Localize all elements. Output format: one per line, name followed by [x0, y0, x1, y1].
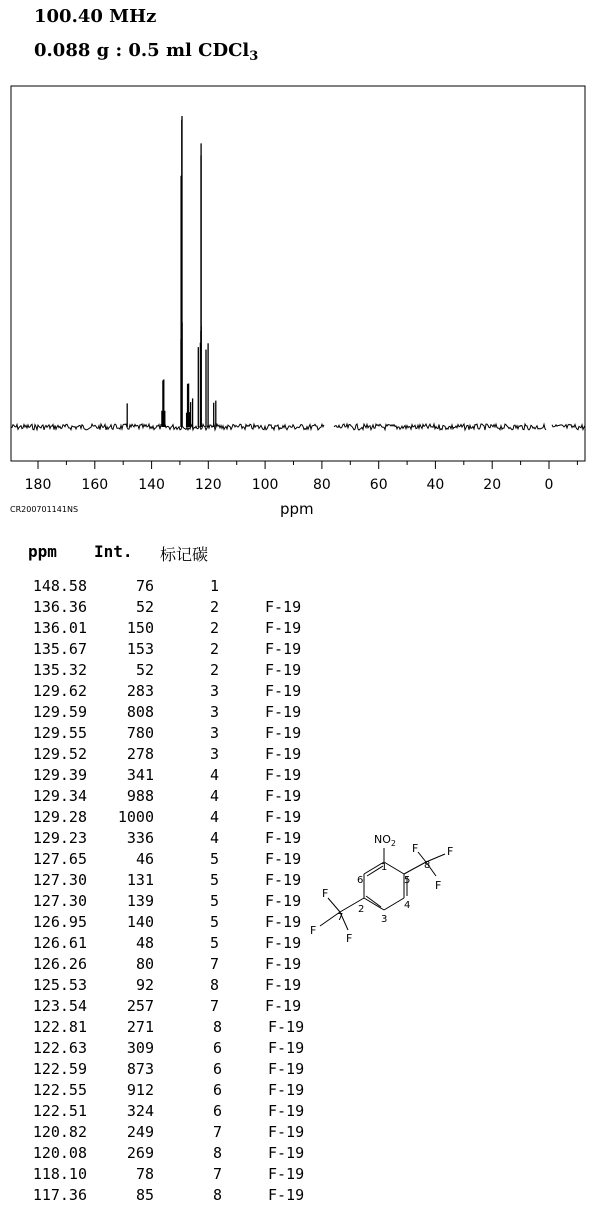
- carbon-label: 4: [209, 829, 219, 847]
- nmr-spectrum-chart: [0, 0, 602, 500]
- coupling-nucleus: F-19: [265, 724, 302, 742]
- peak-intensity: 78: [135, 1165, 154, 1183]
- x-tick-label: 100: [251, 477, 279, 493]
- peak-intensity: 1000: [117, 808, 154, 826]
- peak-intensity: 52: [135, 598, 154, 616]
- sample-subscript: 3: [249, 49, 259, 64]
- peak-ppm: 129.28: [32, 808, 87, 826]
- peak-intensity: 278: [126, 745, 154, 763]
- x-tick-label: 160: [81, 477, 109, 493]
- table-row: [0, 640, 330, 661]
- peak-ppm: 129.34: [32, 787, 87, 805]
- peak-ppm: 117.36: [32, 1186, 87, 1204]
- coupling-nucleus: F-19: [265, 661, 302, 679]
- baseline-trace: [11, 424, 585, 430]
- peak-intensity: 52: [135, 661, 154, 679]
- coupling-nucleus: F-19: [265, 619, 302, 637]
- x-tick-label: 120: [194, 477, 222, 493]
- molecule-structure: [300, 830, 470, 960]
- coupling-nucleus: F-19: [268, 1123, 305, 1141]
- table-row: [0, 934, 330, 955]
- table-row: [0, 598, 330, 619]
- fluorine-atom: F: [322, 887, 329, 900]
- peak-intensity: 324: [126, 1102, 154, 1120]
- coupling-nucleus: F-19: [265, 703, 302, 721]
- peak-ppm: 129.52: [32, 745, 87, 763]
- carbon-label: 3: [209, 703, 219, 721]
- table-row: [0, 1186, 330, 1207]
- coupling-nucleus: F-19: [268, 1165, 305, 1183]
- carbon-label: 2: [209, 640, 219, 658]
- carbon-label: 8: [212, 1186, 222, 1204]
- peak-series: [127, 116, 216, 427]
- peak-intensity: 269: [126, 1144, 154, 1162]
- fluorine-atom: F: [412, 842, 419, 855]
- x-tick-label: 40: [426, 477, 445, 493]
- coupling-nucleus: F-19: [265, 787, 302, 805]
- table-row: [0, 766, 330, 787]
- peak-intensity: 139: [126, 892, 154, 910]
- carbon-label: 5: [209, 850, 219, 868]
- column-header-labeled-carbon: 标记碳: [160, 545, 209, 564]
- coupling-nucleus: F-19: [265, 745, 302, 763]
- table-row: [0, 577, 330, 598]
- peak-ppm: 126.26: [32, 955, 87, 973]
- carbon-label: 2: [209, 598, 219, 616]
- x-tick-label: 140: [138, 477, 165, 493]
- coupling-nucleus: F-19: [268, 1018, 305, 1036]
- carbon-label: 3: [209, 745, 219, 763]
- atom-1: 1: [381, 862, 388, 873]
- peak-intensity: 257: [126, 997, 154, 1015]
- peak-ppm: 123.54: [32, 997, 87, 1015]
- peak-intensity: 249: [126, 1123, 154, 1141]
- coupling-nucleus: F-19: [265, 850, 302, 868]
- carbon-label: 2: [209, 661, 219, 679]
- peak-ppm: 129.23: [32, 829, 87, 847]
- peak-ppm: 120.08: [32, 1144, 87, 1162]
- peak-intensity: 309: [126, 1039, 154, 1057]
- atom-4: 4: [404, 900, 411, 911]
- nitro-group-label: $NO_2$: [374, 833, 396, 848]
- coupling-nucleus: F-19: [265, 871, 302, 889]
- carbon-label: 3: [209, 682, 219, 700]
- atom-3: 3: [381, 914, 388, 925]
- table-row: [0, 1102, 330, 1123]
- coupling-nucleus: F-19: [265, 997, 302, 1015]
- carbon-label: 5: [209, 913, 219, 931]
- table-row: [0, 1018, 330, 1039]
- table-row: [0, 703, 330, 724]
- table-row: [0, 1144, 330, 1165]
- table-row: [0, 745, 330, 766]
- table-row: [0, 1060, 330, 1081]
- x-tick-label: 60: [369, 477, 388, 493]
- atom-7: 7: [337, 912, 344, 923]
- peak-ppm: 122.63: [32, 1039, 87, 1057]
- peak-intensity: 283: [126, 682, 154, 700]
- coupling-nucleus: F-19: [265, 829, 302, 847]
- table-row: [0, 955, 330, 976]
- fluorine-atom: F: [435, 879, 442, 892]
- table-row: [0, 850, 330, 871]
- sample-main: 0.088 g : 0.5 ml CDCl: [34, 40, 250, 61]
- coupling-nucleus: F-19: [265, 976, 302, 994]
- table-row: [0, 661, 330, 682]
- peak-intensity: 76: [135, 577, 154, 595]
- carbon-label: 7: [212, 1123, 222, 1141]
- table-row: [0, 1165, 330, 1186]
- coupling-nucleus: F-19: [268, 1186, 305, 1204]
- table-row: [0, 976, 330, 997]
- peak-ppm: 126.61: [32, 934, 87, 952]
- peak-ppm: 129.59: [32, 703, 87, 721]
- peak-intensity: 271: [126, 1018, 154, 1036]
- peak-intensity: 808: [126, 703, 154, 721]
- carbon-label: 4: [209, 766, 219, 784]
- carbon-label: 8: [209, 976, 219, 994]
- table-row: [0, 1081, 330, 1102]
- peak-intensity: 131: [126, 871, 154, 889]
- peak-ppm: 118.10: [32, 1165, 87, 1183]
- peak-ppm: 135.67: [32, 640, 87, 658]
- peak-ppm: 127.30: [32, 892, 87, 910]
- coupling-nucleus: F-19: [268, 1081, 305, 1099]
- peak-intensity: 80: [135, 955, 154, 973]
- peak-ppm: 129.39: [32, 766, 87, 784]
- coupling-nucleus: F-19: [268, 1144, 305, 1162]
- peak-ppm: 148.58: [32, 577, 87, 595]
- coupling-nucleus: F-19: [265, 766, 302, 784]
- peak-intensity: 85: [135, 1186, 154, 1204]
- coupling-nucleus: F-19: [265, 955, 302, 973]
- plot-frame: [11, 86, 585, 461]
- coupling-nucleus: F-19: [265, 934, 302, 952]
- atom-2: 2: [358, 904, 365, 915]
- peak-table: [0, 577, 330, 1207]
- table-row: [0, 787, 330, 808]
- fluorine-atom: F: [310, 924, 317, 937]
- peak-intensity: 150: [126, 619, 154, 637]
- carbon-label: 2: [209, 619, 219, 637]
- coupling-nucleus: F-19: [265, 808, 302, 826]
- carbon-label: 6: [212, 1039, 222, 1057]
- atom-5: 5: [404, 875, 411, 886]
- coupling-nucleus: F-19: [265, 892, 302, 910]
- peak-intensity: 48: [135, 934, 154, 952]
- peak-ppm: 129.62: [32, 682, 87, 700]
- table-row: [0, 1123, 330, 1144]
- table-row: [0, 892, 330, 913]
- atom-6: 6: [357, 875, 364, 886]
- table-row: [0, 997, 330, 1018]
- table-row: [0, 619, 330, 640]
- carbon-label: 6: [212, 1102, 222, 1120]
- coupling-nucleus: F-19: [268, 1039, 305, 1057]
- peak-ppm: 136.01: [32, 619, 87, 637]
- carbon-label: 3: [209, 724, 219, 742]
- peak-intensity: 140: [126, 913, 154, 931]
- x-tick-label: 180: [24, 477, 52, 493]
- carbon-label: 7: [209, 997, 219, 1015]
- coupling-nucleus: F-19: [268, 1060, 305, 1078]
- peak-intensity: 873: [126, 1060, 154, 1078]
- peak-ppm: 122.51: [32, 1102, 87, 1120]
- peak-intensity: 46: [135, 850, 154, 868]
- x-tick-label: 0: [544, 477, 554, 493]
- coupling-nucleus: F-19: [268, 1102, 305, 1120]
- peak-ppm: 127.65: [32, 850, 87, 868]
- column-header-intensity: Int.: [94, 542, 133, 561]
- column-header-ppm: ppm: [28, 542, 57, 561]
- peak-ppm: 122.81: [32, 1018, 87, 1036]
- carbon-label: 4: [209, 808, 219, 826]
- carbon-label: 8: [212, 1144, 222, 1162]
- carbon-label: 7: [212, 1165, 222, 1183]
- peak-intensity: 988: [126, 787, 154, 805]
- carbon-label: 6: [212, 1081, 222, 1099]
- peak-intensity: 341: [126, 766, 154, 784]
- peak-ppm: 129.55: [32, 724, 87, 742]
- peak-intensity: 92: [135, 976, 154, 994]
- table-row: [0, 682, 330, 703]
- peak-intensity: 912: [126, 1081, 154, 1099]
- peak-ppm: 125.53: [32, 976, 87, 994]
- baseline-noise: [11, 424, 585, 430]
- coupling-nucleus: F-19: [265, 682, 302, 700]
- peak-ppm: 135.32: [32, 661, 87, 679]
- coupling-nucleus: F-19: [265, 913, 302, 931]
- table-row: [0, 1039, 330, 1060]
- coupling-nucleus: F-19: [265, 640, 302, 658]
- fluorine-atom: F: [346, 932, 353, 945]
- carbon-label: 5: [209, 871, 219, 889]
- x-axis-label: ppm: [280, 500, 314, 518]
- peak-ppm: 127.30: [32, 871, 87, 889]
- peak-intensity: 336: [126, 829, 154, 847]
- carbon-label: 1: [209, 577, 219, 595]
- carbon-label: 4: [209, 787, 219, 805]
- peak-ppm: 126.95: [32, 913, 87, 931]
- atom-8: 8: [424, 860, 431, 871]
- table-row: [0, 724, 330, 745]
- table-row: [0, 808, 330, 829]
- table-row: [0, 829, 330, 850]
- carbon-label: 8: [212, 1018, 222, 1036]
- atom-labels: [337, 860, 430, 925]
- peak-intensity: 153: [126, 640, 154, 658]
- x-tick-label: 20: [483, 477, 502, 493]
- frequency-label: 100.40 MHz: [34, 6, 157, 27]
- carbon-label: 5: [209, 892, 219, 910]
- peak-ppm: 122.59: [32, 1060, 87, 1078]
- spectrum-code: CR200701141NS: [10, 505, 79, 514]
- fluorine-labels: [310, 842, 453, 945]
- table-row: [0, 871, 330, 892]
- peak-ppm: 136.36: [32, 598, 87, 616]
- carbon-label: 5: [209, 934, 219, 952]
- peak-ppm: 120.82: [32, 1123, 87, 1141]
- x-axis: [25, 461, 578, 493]
- carbon-label: 6: [212, 1060, 222, 1078]
- fluorine-atom: F: [447, 845, 454, 858]
- peak-ppm: 122.55: [32, 1081, 87, 1099]
- table-row: [0, 913, 330, 934]
- x-tick-label: 80: [312, 477, 331, 493]
- carbon-label: 7: [209, 955, 219, 973]
- coupling-nucleus: F-19: [265, 598, 302, 616]
- peak-intensity: 780: [126, 724, 154, 742]
